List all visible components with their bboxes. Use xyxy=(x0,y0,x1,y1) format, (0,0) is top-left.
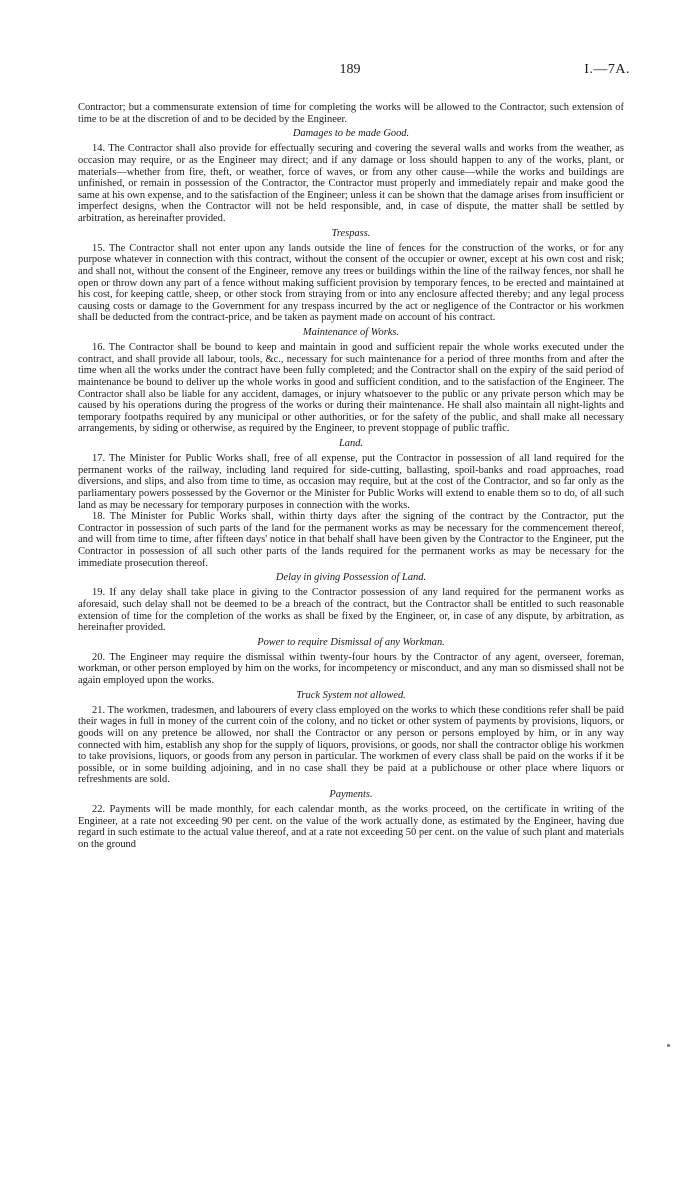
clause-19: 19. If any delay shall take place in giving to the Contractor possession of any land required for the permanent works as aforesaid, such delay shall not be deemed to be a breach of the contract, but the Contractor shall be entitled to such reasonable extension of time for the completion of the works as shall be fixed by the Engineer, or, in case of any dispute, by arbitration, as hereinafter provided. xyxy=(78,587,624,634)
section-heading-land: Land. xyxy=(338,438,364,449)
section-heading-delay: Delay in giving Possession of Land. xyxy=(275,572,427,584)
clause-21: 21. The workmen, tradesmen, and labourers of every class employed on the works to which these conditions refer shall be paid their wages in full in money of the current coin of the colony, and no ticket or other system of payments by provisions, liquors, or goods will on any pretence be allowed, nor shall the Contractor or any person or persons employed by him, or in any way connected with him, establish any shop for the supply of liquors, provisions, or goods, nor shall the contractor oblige his workmen to take provisions, liquors, or goods from any person in particular. The workmen of every class shall be paid on the works if it be possible, or in some building adjoining, and in no case shall they be paid at a publichouse or other place where liquors or refreshments are sold. xyxy=(78,704,624,786)
section-heading-dismissal: Power to require Dismissal of any Workman. xyxy=(257,636,445,648)
clause-16: 16. The Contractor shall be bound to keep and maintain in good and sufficient repair the whole works executed under the contract, and shall provide all labour, tools, &c., necessary for such maintenance for a period of three months from and after the time when all the works under the contract have been fully completed; and the Contractor shall on the expiry of the said period of maintenance be bound to deliver up the whole works in good and sufficient condition, and to the satisfaction of the Engineer. The Contractor shall also be liable for any accident, damages, or injury whatsoever to the public or any private person which may be caused by his operations during the progress of the works or during their maintenance. He shall also maintain all night-lights and temporary footpaths required by any municipal or other authorities, or for the safety of the public, and shall make all necessary arrangements, by siding or otherwise, as required by the Engineer, to prevent stoppage of public traffic. xyxy=(78,342,624,435)
clause-17: 17. The Minister for Public Works shall, free of all expense, put the Contractor in possession of all land required for the permanent works of the railway, including land required for side-cutting, ballasting, spoil-banks and road approaches, road diversions, and slips, and also from time to time, as occasion may require, but at the cost of the Contractor, and so far only as the parliamentary powers possessed by the Governor or the Minister for Public Works will extend to enable them so to do, of all such land as may be necessary for temporary purposes in connection with the works. xyxy=(78,453,624,511)
clause-15: 15. The Contractor shall not enter upon any lands outside the line of fences for the construction of the works, or for any purpose whatever in connection with this contract, without the consent of the occupier or owner, except at his own cost and risk; and shall not, without the consent of the Engineer, remove any trees or buildings within the line of the railway fences, nor shall he open or throw down any part of a fence without making sufficient provision by temporary fences, to be erected and maintained at his cost, for keeping cattle, sheep, or other stock from straying from or into any enclosure affected thereby; and any legal process causing costs or damage to the Government for any trespass incurred by the act or negligence of the Contractor or his workmen shall be deducted from the contract-price, and be taken as payment made on account of his contract. xyxy=(78,242,624,324)
clause-14: 14. The Contractor shall also provide for effectually securing and covering the several walls and works from the weather, as occasion may require, or as the Engineer may direct; and if any damage or loss should happen to any of the works, plant, or materials—whether from fire, theft, or weather, force of waves, or from any other cause—while the works and buildings are unfinished, or remain in possession of the Contractor, the Contractor must properly and immediately repair and make good the same at his own expense, and to the satisfaction of the Engineer; unless it can be shown that the damage arises from insufficient or imperfect designs, when the Contractor will not be held responsible, and, in case of dispute, the matter shall be settled by arbitration, as hereinafter provided. xyxy=(78,143,624,224)
clause-20: 20. The Engineer may require the dismissal within twenty-four hours by the Contractor of any agent, overseer, foreman, workman, or other person employed by him on the works, for incompetency or misconduct, and any man so dismissed shall not be again employed upon the works. xyxy=(78,651,624,686)
clause-18: 18. The Minister for Public Works shall, within thirty days after the signing of the contract by the Contractor, put the Contractor in possession of such parts of the land for the permanent works as may be necessary for the commencement thereof, and will from time to time, after fifteen days' notice in that behalf shall have been given by the Contractor to the Engineer, put the Contractor in possession of all such other parts of the lands required for the permanent works as may be necessary for the immediate prosecution thereof. xyxy=(78,511,624,569)
clause-22: 22. Payments will be made monthly, for each calendar month, as the works proceed, on the certificate in writing of the Engineer, at a rate not exceeding 90 per cent. on the value of the work actually done, as estimated by the Engineer, having due regard in such estimate to the actual value thereof, and at a rate not exceeding 50 per cent. on the value of such plant and materials on the ground xyxy=(78,804,624,850)
section-heading-payments: Payments. xyxy=(329,789,373,800)
document-reference: I.—7A. xyxy=(584,62,630,77)
section-heading-trespass: Trespass. xyxy=(331,227,371,239)
intro-paragraph: Contractor; but a commensurate extension of time for completing the works will be allowed to the Contractor, such extension of time to be at the discretion of and to be decided by the Engineer. xyxy=(78,102,624,125)
body-text xyxy=(78,102,624,851)
page-number: 189 xyxy=(339,62,361,77)
section-heading-truck-system: Truck System not allowed. xyxy=(296,689,406,701)
section-heading-maintenance: Maintenance of Works. xyxy=(302,327,400,338)
margin-dot xyxy=(667,1044,670,1047)
section-heading-damages: Damages to be made Good. xyxy=(292,128,410,140)
